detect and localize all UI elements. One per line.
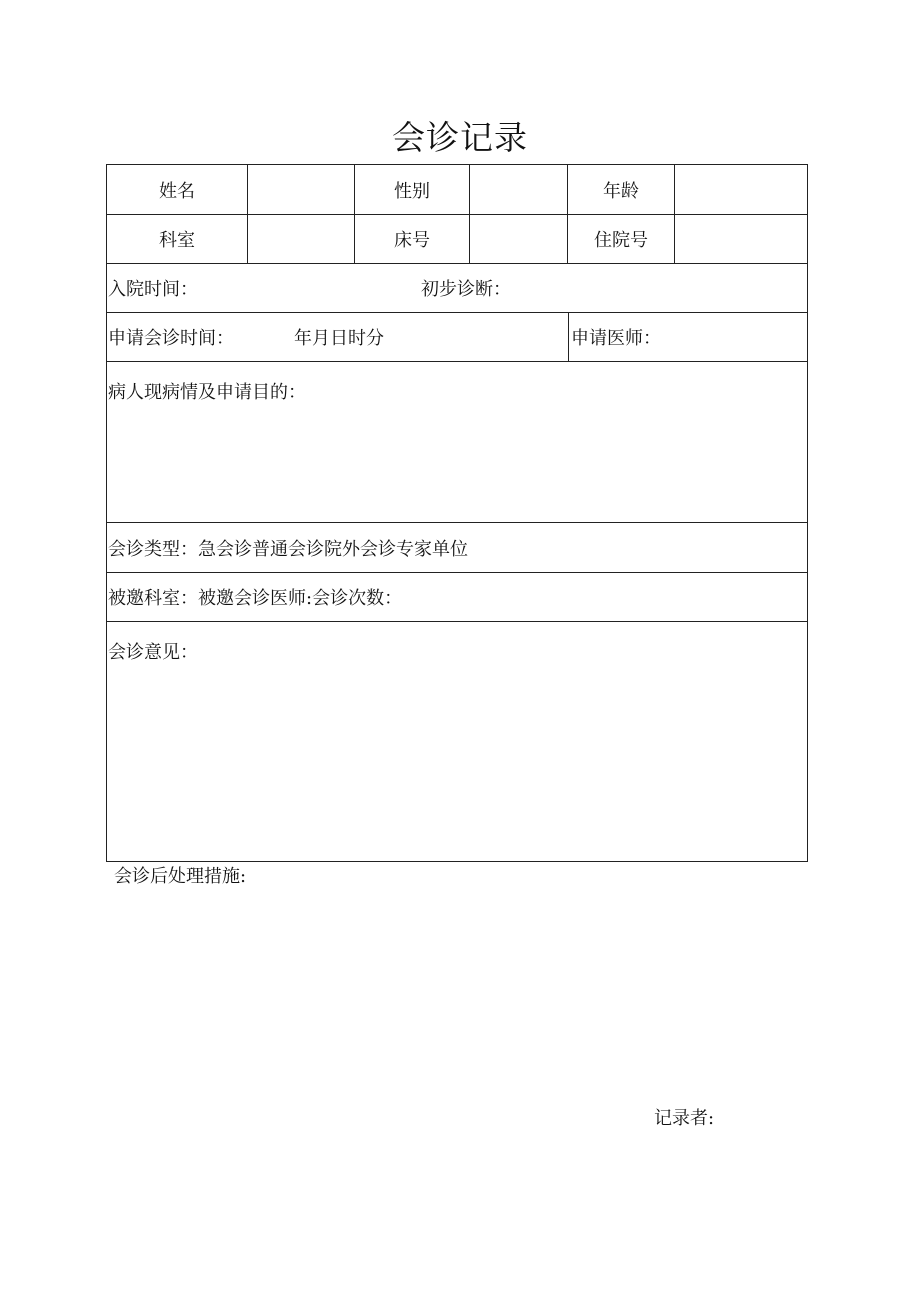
row-consult-type xyxy=(107,523,807,573)
department-label: 科室 xyxy=(159,230,195,251)
invited-label: 被邀科室：被邀会诊医师:会诊次数： xyxy=(108,588,403,609)
after-treatment-label: 会诊后处理措施: xyxy=(114,866,247,887)
row-invited xyxy=(107,573,807,622)
row-admission xyxy=(107,264,807,313)
request-time-units: 年月日时分 xyxy=(294,328,384,349)
recorder-label: 记录者: xyxy=(654,1108,715,1129)
consultation-form xyxy=(106,164,808,862)
sex-label: 性别 xyxy=(354,165,469,214)
age-field[interactable] xyxy=(674,165,807,214)
department-field[interactable] xyxy=(247,215,354,263)
name-label: 姓名 xyxy=(159,180,195,202)
age-label: 年龄 xyxy=(567,165,674,214)
opinion-label: 会诊意见： xyxy=(108,642,198,663)
row-basic-info xyxy=(107,165,807,215)
admit-time-label: 入院时间： xyxy=(108,279,198,300)
row-condition xyxy=(107,362,807,523)
row-location-info xyxy=(107,215,807,264)
admission-number-field[interactable] xyxy=(674,215,807,263)
row-opinion xyxy=(107,622,807,861)
bed-label: 床号 xyxy=(354,215,469,263)
request-doctor-label: 申请医师： xyxy=(568,313,807,361)
request-time-label: 申请会诊时间： xyxy=(108,328,234,349)
consult-type-label: 会诊类型：急会诊普通会诊院外会诊专家单位 xyxy=(108,538,468,560)
bed-field[interactable] xyxy=(469,215,567,263)
diagnosis-label: 初步诊断： xyxy=(421,279,511,300)
name-field[interactable] xyxy=(247,165,354,214)
page-title: 会诊记录 xyxy=(392,118,528,157)
admission-number-label: 住院号 xyxy=(567,215,674,263)
sex-field[interactable] xyxy=(469,165,567,214)
row-request xyxy=(107,313,807,362)
condition-label: 病人现病情及申请目的： xyxy=(108,382,306,403)
